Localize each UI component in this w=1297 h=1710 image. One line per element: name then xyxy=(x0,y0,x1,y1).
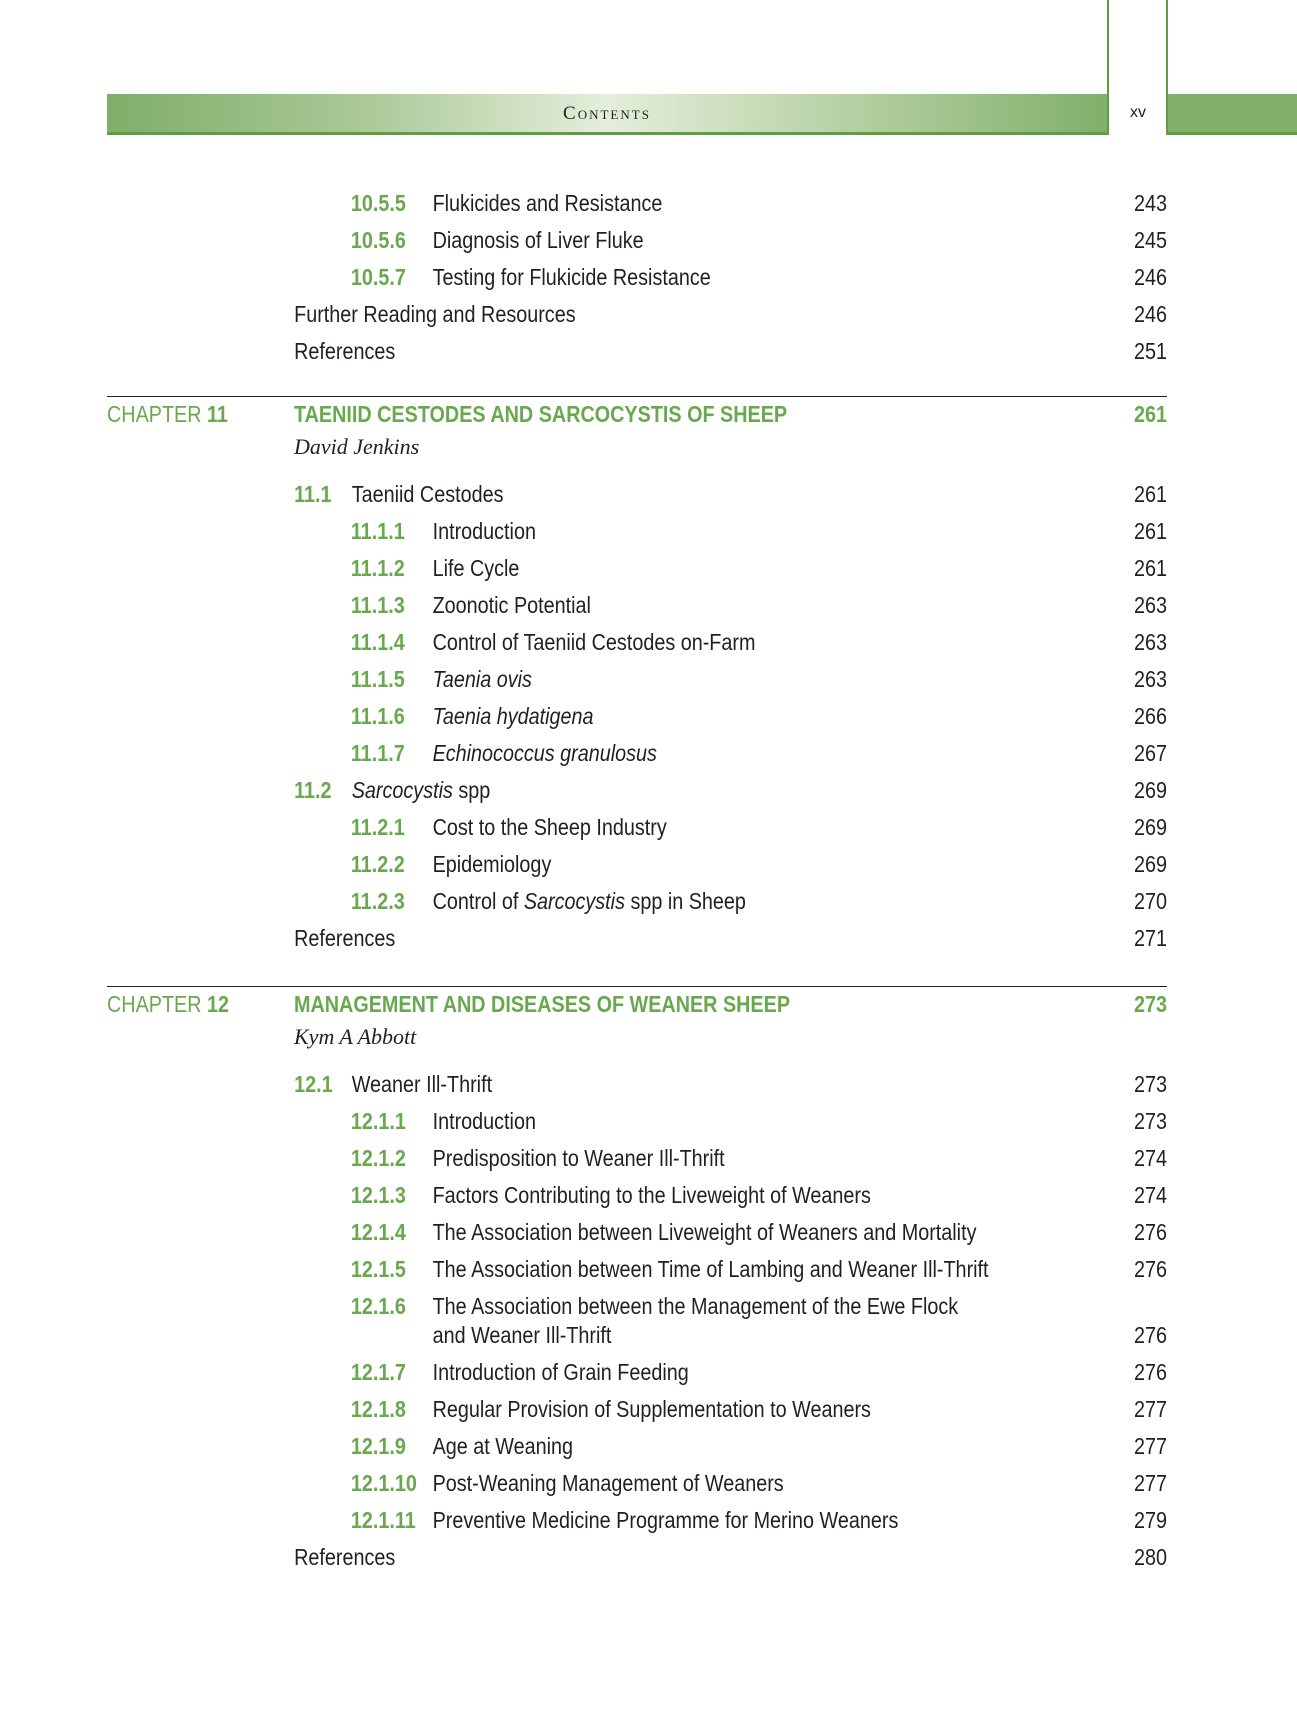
entry-title: References xyxy=(294,1544,396,1570)
entry-title: Preventive Medicine Programme for Merino Weaners xyxy=(432,1507,899,1533)
entry-number: 12.1.9 xyxy=(350,1433,406,1459)
entry-title: Further Reading and Resources xyxy=(294,301,576,327)
entry-title: Regular Provision of Supplementation to Weaners xyxy=(432,1396,871,1422)
entry-title xyxy=(352,773,491,807)
entry-title: Introduction of Grain Feeding xyxy=(432,1359,689,1385)
entry-number: 12.1.10 xyxy=(350,1470,417,1496)
entry-number: 10.5.7 xyxy=(350,264,406,290)
entry-number: 12.1.1 xyxy=(350,1108,406,1134)
toc-entry xyxy=(0,810,1115,844)
entry-title: Zoonotic Potential xyxy=(432,592,591,618)
toc-entry xyxy=(0,1429,1115,1463)
entry-title: Predisposition to Weaner Ill-Thrift xyxy=(432,1145,725,1171)
entry-title: Taenia ovis xyxy=(432,666,532,692)
chapter-word: CHAPTER xyxy=(107,401,202,427)
entry-page: 251 xyxy=(1133,338,1167,364)
entry-title: The Association between the Management of the Ewe Flock xyxy=(432,1293,959,1319)
toc-entry xyxy=(0,1141,1115,1175)
page-number: xv xyxy=(1130,104,1146,121)
toc-entry xyxy=(0,847,1115,881)
entry-title-line2: and Weaner Ill-Thrift xyxy=(432,1322,612,1348)
toc-entry xyxy=(0,588,1115,622)
toc-entry-continuation xyxy=(0,1318,1115,1352)
entry-title: Control of Taeniid Cestodes on-Farm xyxy=(432,629,756,655)
chapter-title: TAENIID CESTODES AND SARCOCYSTIS OF SHEEP xyxy=(294,401,788,427)
entry-title: Diagnosis of Liver Fluke xyxy=(432,227,644,253)
toc-entry xyxy=(0,1104,1115,1138)
chapter-page: 273 xyxy=(1133,991,1167,1017)
entry-number: 10.5.6 xyxy=(350,227,406,253)
toc-entry xyxy=(0,223,1115,257)
chapter-word: CHAPTER xyxy=(107,991,202,1017)
entry-number: 11.2.1 xyxy=(350,814,405,840)
entry-page: 261 xyxy=(1133,481,1167,507)
entry-page: 270 xyxy=(1133,888,1167,914)
entry-page: 274 xyxy=(1133,1182,1167,1208)
entry-title: Taenia hydatigena xyxy=(432,703,594,729)
entry-page: 263 xyxy=(1133,592,1167,618)
entry-title: The Association between Time of Lambing and Weaner Ill-Thrift xyxy=(432,1256,989,1282)
entry-title-rest: spp xyxy=(452,777,491,803)
entry-title-pre: Control of xyxy=(432,888,524,914)
chapter-number: 11 xyxy=(207,401,228,427)
entry-number: 12.1.8 xyxy=(350,1396,406,1422)
entry-title: References xyxy=(294,338,396,364)
entry-page: 261 xyxy=(1133,518,1167,544)
toc-entry xyxy=(0,1067,1115,1101)
entry-page: 280 xyxy=(1133,1544,1167,1570)
entry-title: Cost to the Sheep Industry xyxy=(432,814,667,840)
entry-page: 279 xyxy=(1133,1507,1167,1533)
entry-title: Echinococcus granulosus xyxy=(432,740,657,766)
entry-page: 245 xyxy=(1133,227,1167,253)
chapter-author: Kym A Abbott xyxy=(294,1024,417,1049)
entry-page: 273 xyxy=(1133,1071,1167,1097)
entry-title: Testing for Flukicide Resistance xyxy=(432,264,711,290)
entry-title xyxy=(433,884,746,918)
toc-entry xyxy=(0,1466,1115,1500)
chapter-number: 12 xyxy=(207,991,230,1017)
entry-page: 269 xyxy=(1133,777,1167,803)
entry-page: 269 xyxy=(1133,851,1167,877)
entry-title: Taeniid Cestodes xyxy=(351,481,504,507)
entry-number: 11.2 xyxy=(294,777,332,803)
toc-entry xyxy=(0,699,1115,733)
entry-page: 271 xyxy=(1133,925,1167,951)
entry-title-italic: Sarcocystis xyxy=(523,888,625,914)
toc-entry xyxy=(0,514,1115,548)
toc-entry xyxy=(0,1215,1115,1249)
entry-number: 11.1 xyxy=(294,481,332,507)
toc-entry xyxy=(0,1252,1115,1286)
entry-title: The Association between Liveweight of Weaners and Mortality xyxy=(432,1219,977,1245)
toc-entry xyxy=(0,1503,1115,1537)
entry-title: Life Cycle xyxy=(432,555,520,581)
entry-page: 267 xyxy=(1133,740,1167,766)
toc-entry xyxy=(0,625,1115,659)
entry-title: Epidemiology xyxy=(432,851,552,877)
entry-page: 269 xyxy=(1133,814,1167,840)
entry-page: 263 xyxy=(1133,666,1167,692)
entry-title: Flukicides and Resistance xyxy=(432,190,663,216)
toc-entry xyxy=(0,1540,1115,1574)
entry-number: 11.2.2 xyxy=(350,851,405,877)
toc-entry xyxy=(0,551,1115,585)
chapter-title: MANAGEMENT AND DISEASES OF WEANER SHEEP xyxy=(294,991,791,1017)
entry-page: 246 xyxy=(1133,264,1167,290)
entry-page: 261 xyxy=(1133,555,1167,581)
toc-entry xyxy=(0,1392,1115,1426)
entry-number: 12.1.6 xyxy=(350,1293,406,1319)
entry-title: References xyxy=(294,925,396,951)
toc-entry xyxy=(0,1355,1115,1389)
entry-page: 276 xyxy=(1133,1256,1167,1282)
toc-entry xyxy=(0,921,1115,955)
entry-number: 10.5.5 xyxy=(350,190,406,216)
toc-entry xyxy=(0,334,1115,368)
chapter-label xyxy=(107,397,228,431)
entry-page: 277 xyxy=(1133,1433,1167,1459)
entry-title: Age at Weaning xyxy=(432,1433,573,1459)
entry-number: 12.1 xyxy=(294,1071,333,1097)
entry-number: 12.1.5 xyxy=(350,1256,406,1282)
entry-title: Factors Contributing to the Liveweight of Weaners xyxy=(432,1182,871,1208)
toc-entry xyxy=(0,186,1115,220)
toc-entry xyxy=(0,773,1115,807)
entry-page: 276 xyxy=(1133,1322,1167,1348)
entry-number: 12.1.4 xyxy=(350,1219,406,1245)
entry-number: 11.1.6 xyxy=(350,703,405,729)
entry-page: 273 xyxy=(1133,1108,1167,1134)
entry-page: 277 xyxy=(1133,1470,1167,1496)
entry-number: 11.1.4 xyxy=(350,629,405,655)
entry-number: 11.2.3 xyxy=(350,888,405,914)
running-title: Contents xyxy=(563,103,651,124)
chapter-author: David Jenkins xyxy=(294,434,420,459)
entry-page: 277 xyxy=(1133,1396,1167,1422)
entry-number: 12.1.3 xyxy=(350,1182,406,1208)
chapter-page: 261 xyxy=(1133,401,1167,427)
toc-entry xyxy=(0,884,1115,918)
toc-entry xyxy=(0,736,1115,770)
entry-number: 12.1.2 xyxy=(350,1145,406,1171)
entry-title: Introduction xyxy=(432,518,536,544)
entry-page: 263 xyxy=(1133,629,1167,655)
toc-entry xyxy=(0,297,1115,331)
header-tab xyxy=(1168,94,1297,135)
entry-page: 276 xyxy=(1133,1359,1167,1385)
toc-entry xyxy=(0,662,1115,696)
entry-page: 276 xyxy=(1133,1219,1167,1245)
entry-page: 266 xyxy=(1133,703,1167,729)
entry-number: 12.1.11 xyxy=(350,1507,416,1533)
entry-number: 12.1.7 xyxy=(350,1359,406,1385)
toc-entry xyxy=(0,477,1115,511)
entry-number: 11.1.2 xyxy=(350,555,405,581)
entry-title: Weaner Ill-Thrift xyxy=(351,1071,493,1097)
entry-title: Post-Weaning Management of Weaners xyxy=(432,1470,784,1496)
entry-number: 11.1.1 xyxy=(350,518,405,544)
entry-number: 11.1.7 xyxy=(350,740,405,766)
toc-entry xyxy=(0,260,1115,294)
entry-title-italic: Sarcocystis xyxy=(351,777,453,803)
entry-page: 246 xyxy=(1133,301,1167,327)
entry-page: 274 xyxy=(1133,1145,1167,1171)
entry-title: Introduction xyxy=(432,1108,536,1134)
toc-entry xyxy=(0,1178,1115,1212)
entry-number: 11.1.5 xyxy=(350,666,405,692)
chapter-label xyxy=(107,987,229,1021)
entry-title-rest: spp in Sheep xyxy=(624,888,746,914)
entry-page: 243 xyxy=(1133,190,1167,216)
entry-number: 11.1.3 xyxy=(350,592,405,618)
